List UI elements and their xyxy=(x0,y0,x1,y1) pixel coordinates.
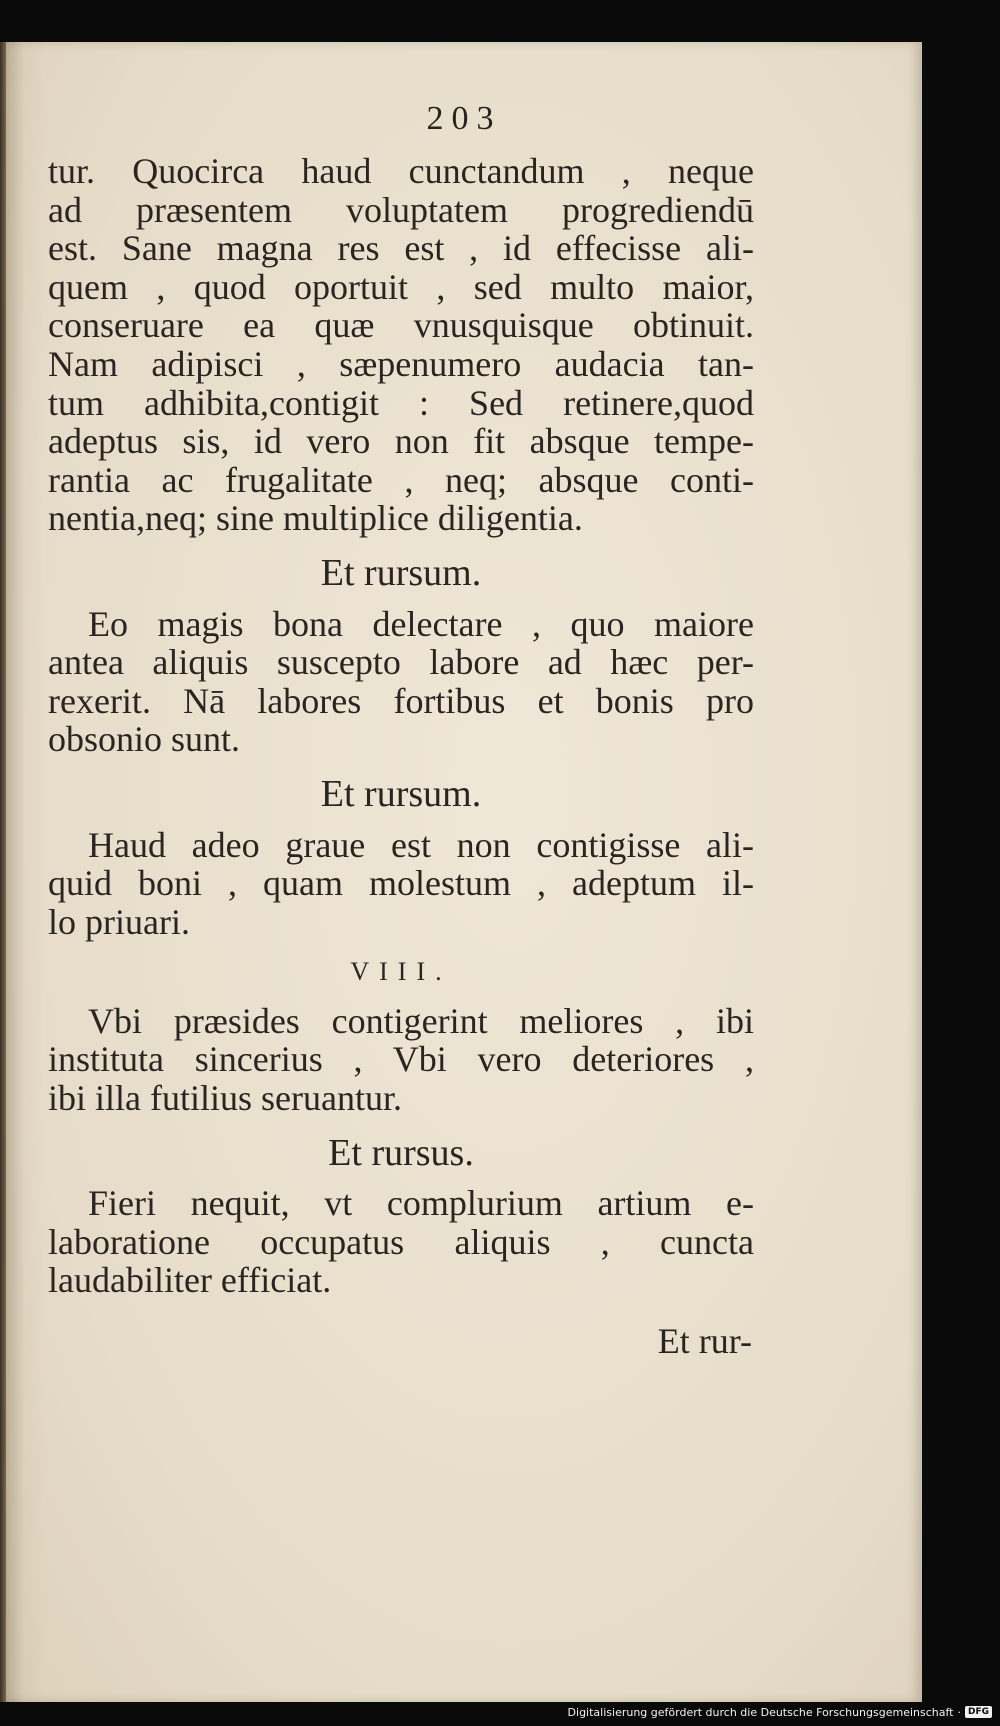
text-line: rexerit. Nā labores fortibus et bonis pro xyxy=(48,680,754,721)
section-heading: Et rursum. xyxy=(320,551,482,594)
paragraph-4 xyxy=(48,1002,754,1118)
text-line: quid boni , quam molestum , adeptum il- xyxy=(48,863,754,904)
section-number: VIII. xyxy=(350,957,452,987)
credit-text: Digitalisierung gefördert durch die Deutsche Forschungsgemeinschaft xyxy=(567,1705,954,1719)
text-line: obsonio sunt. xyxy=(48,719,241,760)
text-line: est. Sane magna res est , id effecisse ali- xyxy=(48,228,754,269)
text-line: lo priuari. xyxy=(48,901,190,942)
text-line: tur. Quocirca haud cunctandum , neque xyxy=(48,151,754,191)
text-line: Fieri nequit, vt complurium artium e- xyxy=(88,1183,754,1224)
page-sheet xyxy=(6,42,922,1702)
text-line: Haud adeo graue est non contigisse ali- xyxy=(88,824,754,865)
text-line: rantia ac frugalitate , neq; absque conti- xyxy=(48,459,754,500)
paragraph-1 xyxy=(48,152,754,538)
digitization-credit xyxy=(568,1704,992,1720)
dfg-logo-icon: DFG xyxy=(965,1706,992,1718)
text-line: Vbi præsides contigerint meliores , ibi xyxy=(88,1000,754,1041)
paragraph-3 xyxy=(48,826,754,942)
text-line: ad præsentem voluptatem progrediendū xyxy=(48,189,754,230)
body-text xyxy=(48,152,754,1361)
catchword: Et rur- xyxy=(657,1321,752,1362)
text-line: conseruare ea quæ vnusquisque obtinuit. xyxy=(48,305,754,346)
text-line: laboratione occupatus aliquis , cuncta xyxy=(48,1221,754,1262)
text-line: nentia,neq; sine multiplice diligentia. xyxy=(48,498,583,539)
text-line: adeptus sis, id vero non fit absque tempe- xyxy=(48,421,754,462)
text-line: laudabiliter efficiat. xyxy=(48,1260,332,1301)
paragraph-2 xyxy=(48,605,754,759)
section-heading: Et rursus. xyxy=(328,1131,474,1174)
text-line: ibi illa futilius seruantur. xyxy=(48,1078,402,1119)
text-line: quem , quod oportuit , sed multo maior, xyxy=(48,266,754,307)
text-line: instituta sincerius , Vbi vero deteriores , xyxy=(48,1039,754,1080)
text-line: antea aliquis suscepto labore ad hæc per- xyxy=(48,642,754,683)
credit-separator: · xyxy=(957,1705,961,1719)
page-number: 203 xyxy=(426,100,502,137)
section-heading: Et rursum. xyxy=(320,772,482,815)
text-line: Nam adipisci , sæpenumero audacia tan- xyxy=(48,343,754,384)
text-line: tum adhibita,contigit : Sed retinere,quod xyxy=(48,382,754,423)
paragraph-5 xyxy=(48,1184,754,1300)
text-line: Eo magis bona delectare , quo maiore xyxy=(88,603,754,644)
